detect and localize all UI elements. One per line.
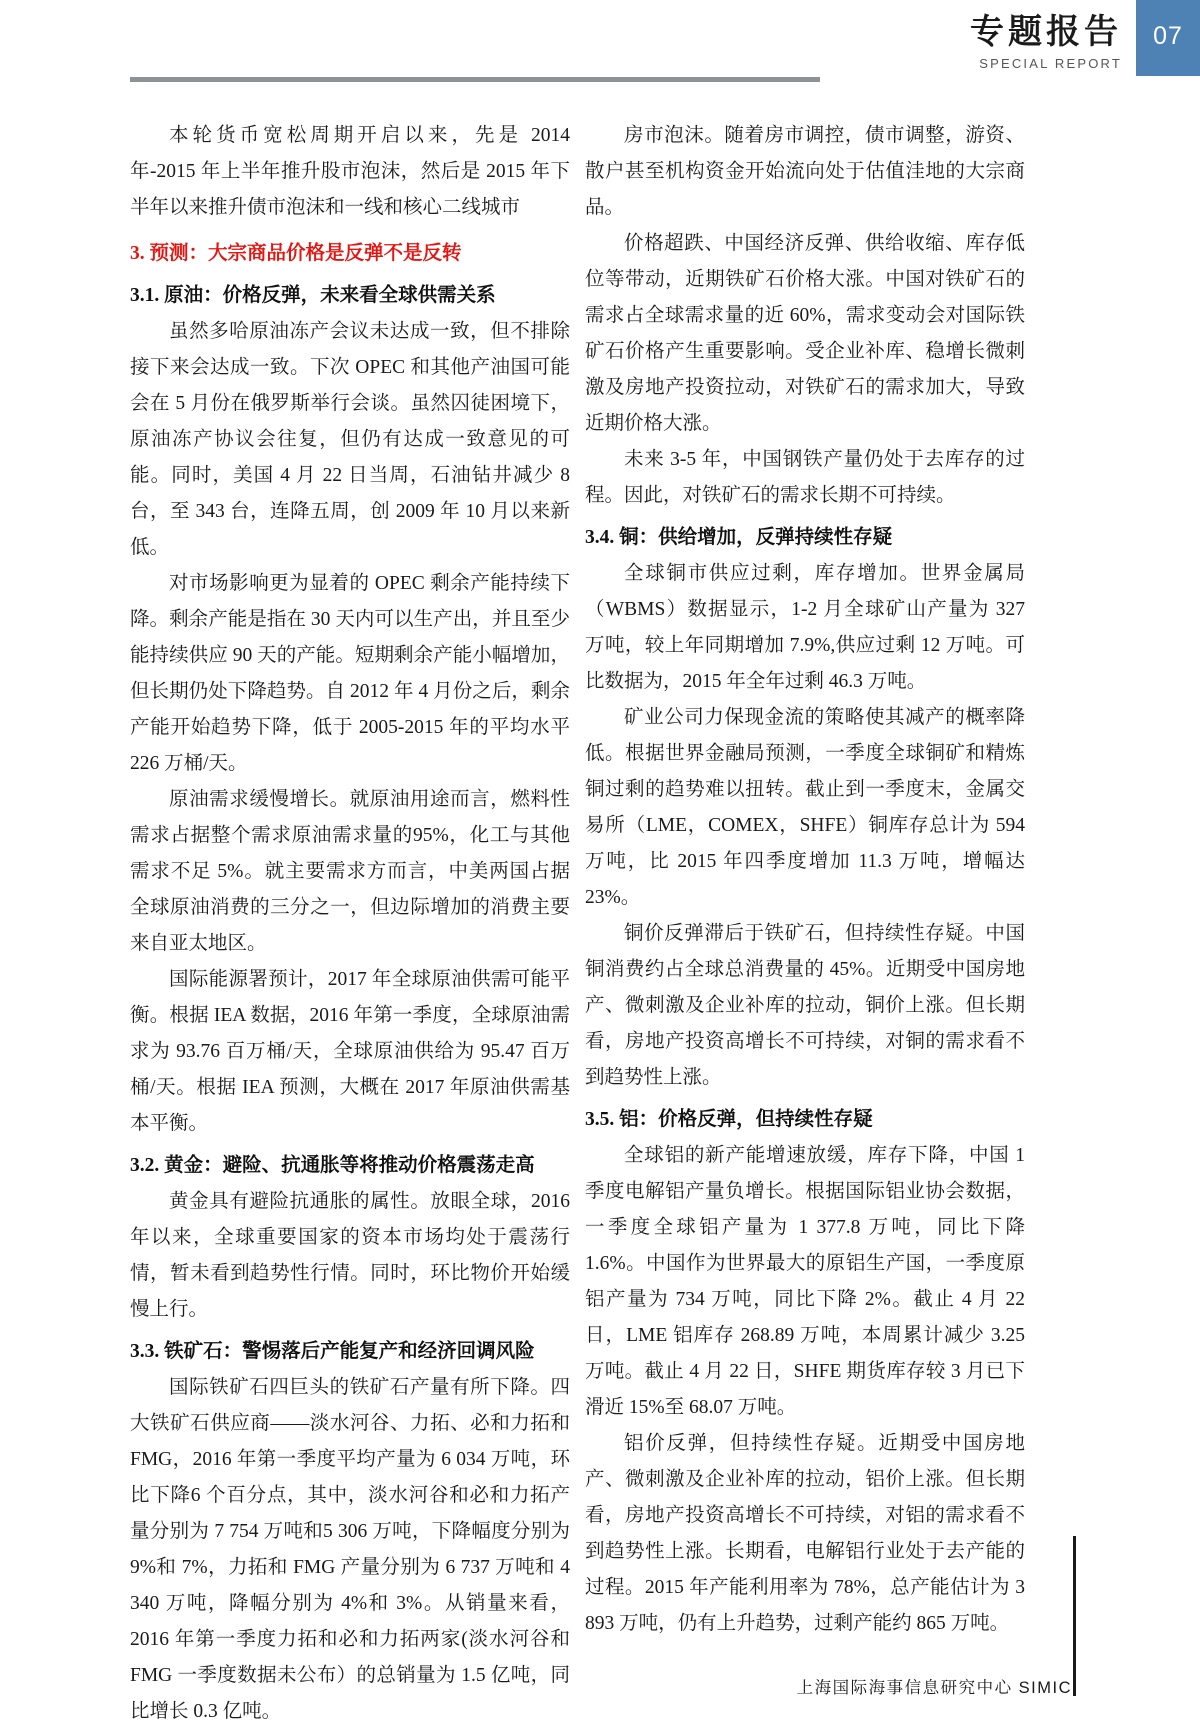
- right-column: [585, 118, 1025, 1642]
- paragraph-intro-right: 房市泡沫。随着房市调控，债市调整，游资、散户甚至机构资金开始流向处于估值洼地的大宗商品。: [585, 125, 1025, 218]
- page-number-badge: 07: [1136, 0, 1200, 76]
- paragraph-3-4-2: 矿业公司力保现金流的策略使其减产的概率降低。根据世界金融局预测，一季度全球铜矿和精炼铜过剩的趋势难以扭转。截止到一季度末，金属交易所（LME，COMEX，SHFE）铜库存总计为 594 万吨，比 2015 年四季度增加 11.3 万吨，增幅达 23%。: [585, 707, 1025, 908]
- heading-section-3-2: 3.2. 黄金：避险、抗通胀等将推动价格震荡走高: [130, 1155, 535, 1176]
- heading-section-3-4: 3.4. 铜：供给增加，反弹持续性存疑: [585, 527, 893, 548]
- paragraph-3-3-3: 未来 3-5 年，中国钢铁产量仍处于去库存的过程。因此，对铁矿石的需求长期不可持续。: [585, 449, 1025, 506]
- heading-section-3-3: 3.3. 铁矿石：警惕落后产能复产和经济回调风险: [130, 1341, 535, 1362]
- paragraph-3-4-1: 全球铜市供应过剩，库存增加。世界金属局（WBMS）数据显示，1-2 月全球矿山产量为 327 万吨，较上年同期增加 7.9%,供应过剩 12 万吨。可比数据为，2015 年全年过剩 46.3 万吨。: [585, 563, 1025, 692]
- footer-organization: 上海国际海事信息研究中心 SIMIC: [796, 1679, 1072, 1697]
- paragraph-3-1-1: 虽然多哈原油冻产会议未达成一致，但不排除接下来会达成一致。下次 OPEC 和其他产油国可能会在 5 月份在俄罗斯举行会谈。虽然囚徒困境下，原油冻产协议会往复，但仍有达成一致意见的可能。同时，美国 4 月 22 日当周，石油钻井减少 8 台，至 343 台，连降五周，创 2009 年 10 月以来新低。: [130, 321, 570, 558]
- paragraph-3-1-4: 国际能源署预计，2017 年全球原油供需可能平衡。根据 IEA 数据，2016 年第一季度，全球原油需求为 93.76 百万桶/天，全球原油供给为 95.47 百万桶/天。根据 IEA 预测，大概在 2017 年原油供需基本平衡。: [130, 969, 570, 1134]
- paragraph-3-1-3: 原油需求缓慢增长。就原油用途而言，燃料性需求占据整个需求原油需求量的95%，化工与其他需求不足 5%。就主要需求方而言，中美两国占据全球原油消费的三分之一，但边际增加的消费主要来自亚太地区。: [130, 789, 570, 954]
- paragraph-3-3-2: 价格超跌、中国经济反弹、供给收缩、库存低位等带动，近期铁矿石价格大涨。中国对铁矿石的需求占全球需求量的近 60%，需求变动会对国际铁矿石价格产生重要影响。受企业补库、稳增长微刺激及房地产投资拉动，对铁矿石的需求加大，导致近期价格大涨。: [585, 233, 1025, 434]
- left-column: [130, 118, 570, 1730]
- page-header: [0, 0, 1200, 96]
- report-title-cn: 专题报告: [970, 13, 1122, 51]
- paragraph-3-1-2: 对市场影响更为显着的 OPEC 剩余产能持续下降。剩余产能是指在 30 天内可以生产出，并且至少能持续供应 90 天的产能。短期剩余产能小幅增加，但长期仍处下降趋势。自 2012 年 4 月份之后，剩余产能开始趋势下降，低于 2005-2015 年的平均水平 226 万桶/天。: [130, 573, 570, 774]
- paragraph-intro-left: 本轮货币宽松周期开启以来，先是 2014 年-2015 年上半年推升股市泡沫，然后是 2015 年下半年以来推升债市泡沫和一线和核心二线城市: [130, 125, 570, 218]
- paragraph-3-5-1: 全球铝的新产能增速放缓，库存下降，中国 1 季度电解铝产量负增长。根据国际铝业协会数据，一季度全球铝产量为 1 377.8 万吨，同比下降 1.6%。中国作为世界最大的原铝生产国，一季度原铝产量为 734 万吨，同比下降 2%。截止 4 月 22 日，LME 铝库存 268.89 万吨，本周累计减少 3.25 万吨。截止 4 月 22 日，SHFE 期货库存较 3 月已下滑近 15%至 68.07 万吨。: [585, 1145, 1025, 1418]
- header-divider: [130, 77, 820, 82]
- report-title-en: SPECIAL REPORT: [979, 56, 1122, 71]
- heading-section-3-1: 3.1. 原油：价格反弹，未来看全球供需关系: [130, 285, 496, 306]
- paragraph-3-2-1: 黄金具有避险抗通胀的属性。放眼全球，2016 年以来，全球重要国家的资本市场均处于震荡行情，暂未看到趋势性行情。同时，环比物价开始缓慢上行。: [130, 1191, 570, 1320]
- paragraph-3-3-1: 国际铁矿石四巨头的铁矿石产量有所下降。四大铁矿石供应商——淡水河谷、力拓、必和力拓和 FMG，2016 年第一季度平均产量为 6 034 万吨，环比下降6 个百分点，其中，淡水河谷和必和力拓产量分别为 7 754 万吨和5 306 万吨，下降幅度分别为 9%和 7%，力拓和 FMG 产量分别为 6 737 万吨和 4 340 万吨，降幅分别为 4%和 3%。从销量来看，2016 年第一季度力拓和必和力拓两家(淡水河谷和FMG 一季度数据未公布）的总销量为 1.5 亿吨，同比增长 0.3 亿吨。: [130, 1377, 570, 1722]
- header-title-group: [970, 12, 1122, 71]
- paragraph-3-4-3: 铜价反弹滞后于铁矿石，但持续性存疑。中国铜消费约占全球总消费量的 45%。近期受中国房地产、微刺激及企业补库的拉动，铜价上涨。但长期看，房地产投资高增长不可持续，对铜的需求看不到趋势性上涨。: [585, 923, 1025, 1088]
- heading-section-3-5: 3.5. 铝：价格反弹，但持续性存疑: [585, 1109, 873, 1130]
- paragraph-3-5-2: 铝价反弹，但持续性存疑。近期受中国房地产、微刺激及企业补库的拉动，铝价上涨。但长期看，房地产投资高增长不可持续，对铝的需求看不到趋势性上涨。长期看，电解铝行业处于去产能的过程。2015 年产能利用率为 78%，总产能估计为 3 893 万吨，仍有上升趋势，过剩产能约 865 万吨。: [585, 1433, 1025, 1634]
- heading-section-3: 3. 预测：大宗商品价格是反弹不是反转: [130, 243, 462, 264]
- footer-divider: [1073, 1536, 1076, 1696]
